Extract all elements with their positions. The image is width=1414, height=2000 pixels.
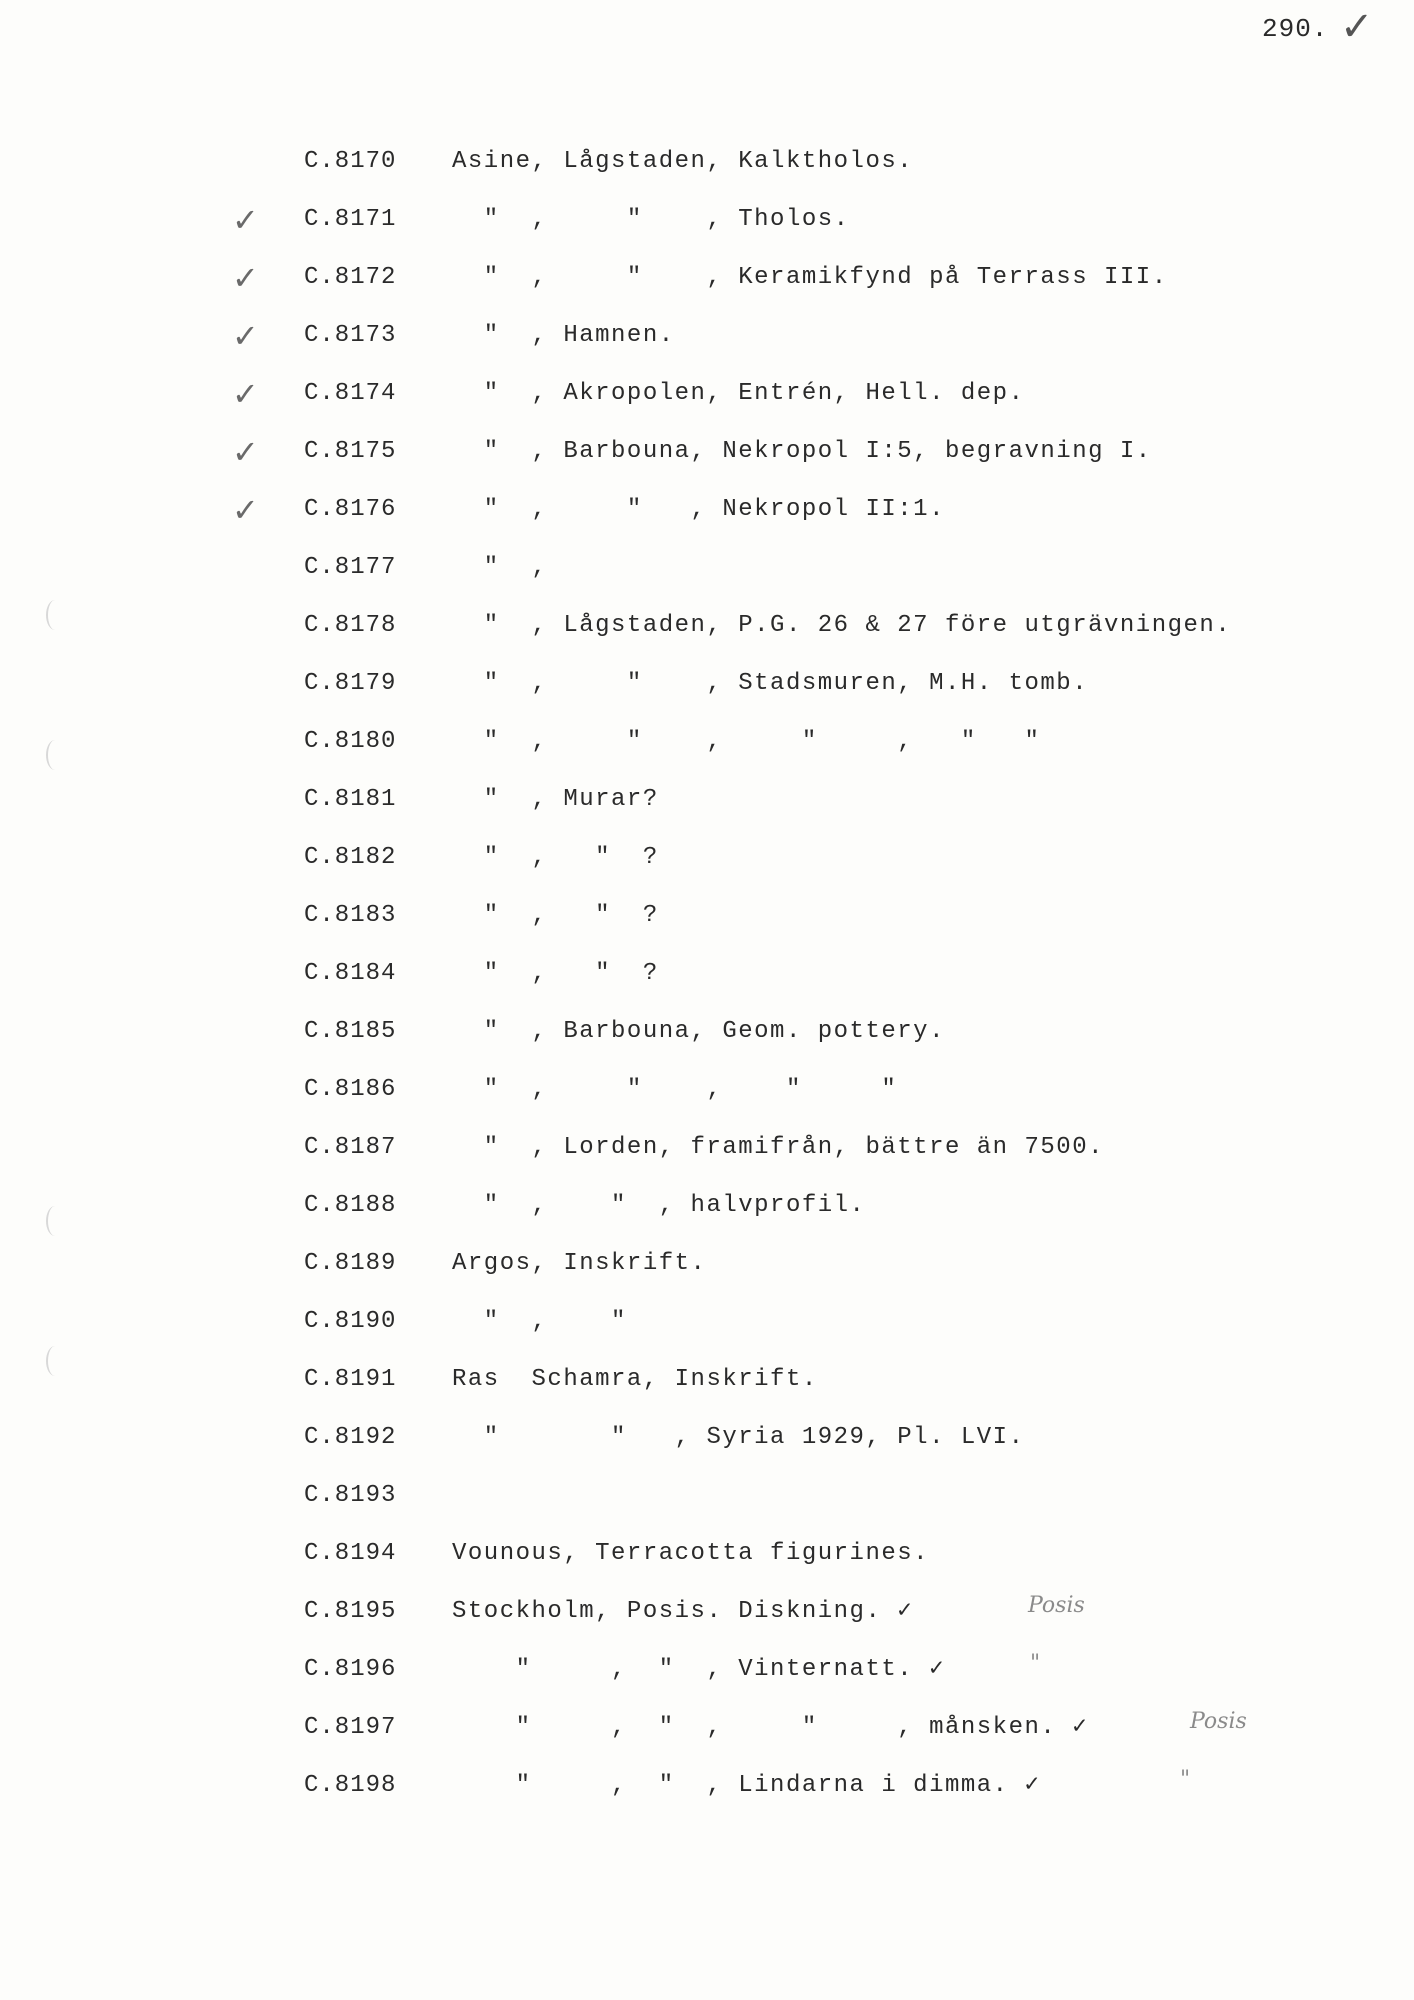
entry-description: " , " , Tholos. xyxy=(452,206,850,233)
handwritten-note: " xyxy=(1180,1767,1191,1792)
check-mark: ✓ xyxy=(232,433,259,471)
entry-description: Stockholm, Posis. Diskning. ✓ xyxy=(452,1598,914,1625)
entry-code: C.8170 xyxy=(304,148,397,175)
catalog-entry xyxy=(0,954,1414,994)
catalog-entry xyxy=(0,200,1414,240)
entry-description: Argos, Inskrift. xyxy=(452,1250,707,1277)
check-mark: ✓ xyxy=(232,317,259,355)
entry-code: C.8193 xyxy=(304,1482,397,1509)
entry-description: " , " , Stadsmuren, M.H. tomb. xyxy=(452,670,1089,697)
handwritten-note: " xyxy=(1030,1651,1041,1676)
entry-description: " " , Syria 1929, Pl. LVI. xyxy=(452,1424,1025,1451)
entry-description: Asine, Lågstaden, Kalktholos. xyxy=(452,148,914,175)
catalog-entry xyxy=(0,490,1414,530)
catalog-entry xyxy=(0,1592,1414,1632)
check-mark: ✓ xyxy=(232,201,259,239)
corner-check-mark: ✓ xyxy=(1340,4,1374,50)
entry-code: C.8182 xyxy=(304,844,397,871)
entry-description: Ras Schamra, Inskrift. xyxy=(452,1366,818,1393)
catalog-entry xyxy=(0,258,1414,298)
entry-code: C.8187 xyxy=(304,1134,397,1161)
entry-code: C.8176 xyxy=(304,496,397,523)
entry-code: C.8198 xyxy=(304,1772,397,1799)
entry-description: " , " ? xyxy=(452,902,659,929)
entry-code: C.8188 xyxy=(304,1192,397,1219)
catalog-entry xyxy=(0,1418,1414,1458)
check-mark: ✓ xyxy=(232,259,259,297)
entry-code: C.8184 xyxy=(304,960,397,987)
catalog-entry xyxy=(0,1302,1414,1342)
entry-code: C.8179 xyxy=(304,670,397,697)
catalog-entry xyxy=(0,664,1414,704)
catalog-entry xyxy=(0,1650,1414,1690)
catalog-entry xyxy=(0,1128,1414,1168)
catalog-entry xyxy=(0,1766,1414,1806)
page-number: 290. xyxy=(1262,14,1329,44)
catalog-entry xyxy=(0,1070,1414,1110)
entry-code: C.8192 xyxy=(304,1424,397,1451)
catalog-entry xyxy=(0,606,1414,646)
entry-code: C.8197 xyxy=(304,1714,397,1741)
catalog-entry xyxy=(0,432,1414,472)
catalog-entry xyxy=(0,1244,1414,1284)
entry-description: " , " , " , " " xyxy=(452,728,1041,755)
catalog-entry xyxy=(0,1360,1414,1400)
entry-description: " , Lågstaden, P.G. 26 & 27 före utgrävningen. xyxy=(452,612,1232,639)
entry-description: " , Lorden, framifrån, bättre än 7500. xyxy=(452,1134,1104,1161)
entry-code: C.8175 xyxy=(304,438,397,465)
entry-description: " , Akropolen, Entrén, Hell. dep. xyxy=(452,380,1025,407)
catalog-entry xyxy=(0,1476,1414,1516)
catalog-entry xyxy=(0,838,1414,878)
catalog-entry xyxy=(0,1708,1414,1748)
entry-code: C.8185 xyxy=(304,1018,397,1045)
check-mark: ✓ xyxy=(232,491,259,529)
entry-description: " , " , halvprofil. xyxy=(452,1192,866,1219)
entry-code: C.8186 xyxy=(304,1076,397,1103)
catalog-entry xyxy=(0,142,1414,182)
entry-code: C.8191 xyxy=(304,1366,397,1393)
catalog-entry xyxy=(0,780,1414,820)
catalog-entry xyxy=(0,316,1414,356)
entry-code: C.8189 xyxy=(304,1250,397,1277)
entry-code: C.8178 xyxy=(304,612,397,639)
entry-description: " , " , Lindarna i dimma. ✓ xyxy=(452,1772,1041,1799)
entry-code: C.8195 xyxy=(304,1598,397,1625)
entry-description: " , " , Nekropol II:1. xyxy=(452,496,945,523)
entry-code: C.8183 xyxy=(304,902,397,929)
catalog-entry xyxy=(0,1534,1414,1574)
check-mark: ✓ xyxy=(232,375,259,413)
entry-code: C.8196 xyxy=(304,1656,397,1683)
entry-description: " , " , Vinternatt. ✓ xyxy=(452,1656,946,1683)
catalog-entry xyxy=(0,1012,1414,1052)
entry-description: " , Barbouna, Nekropol I:5, begravning I. xyxy=(452,438,1152,465)
entry-code: C.8190 xyxy=(304,1308,397,1335)
entry-code: C.8177 xyxy=(304,554,397,581)
catalog-entry xyxy=(0,1186,1414,1226)
handwritten-note: Posis xyxy=(1190,1709,1247,1734)
entry-code: C.8181 xyxy=(304,786,397,813)
entry-description: " , " , Keramikfynd på Terrass III. xyxy=(452,264,1168,291)
entry-description: " , " ? xyxy=(452,844,659,871)
entry-code: C.8171 xyxy=(304,206,397,233)
entry-code: C.8180 xyxy=(304,728,397,755)
handwritten-note: Posis xyxy=(1028,1593,1085,1618)
entry-description: " , " , " , månsken. ✓ xyxy=(452,1714,1089,1741)
entry-description: " , xyxy=(452,554,548,581)
entry-description: Vounous, Terracotta figurines. xyxy=(452,1540,930,1567)
entry-description: " , " ? xyxy=(452,960,659,987)
entry-code: C.8172 xyxy=(304,264,397,291)
entry-code: C.8194 xyxy=(304,1540,397,1567)
catalog-entry xyxy=(0,548,1414,588)
entry-description: " , " xyxy=(452,1308,627,1335)
entry-description: " , Barbouna, Geom. pottery. xyxy=(452,1018,945,1045)
entry-code: C.8174 xyxy=(304,380,397,407)
entry-description: " , Murar? xyxy=(452,786,659,813)
catalog-entry xyxy=(0,722,1414,762)
entry-description: " , Hamnen. xyxy=(452,322,675,349)
entry-description: " , " , " " xyxy=(452,1076,898,1103)
entry-code: C.8173 xyxy=(304,322,397,349)
catalog-entry xyxy=(0,896,1414,936)
catalog-entry xyxy=(0,374,1414,414)
